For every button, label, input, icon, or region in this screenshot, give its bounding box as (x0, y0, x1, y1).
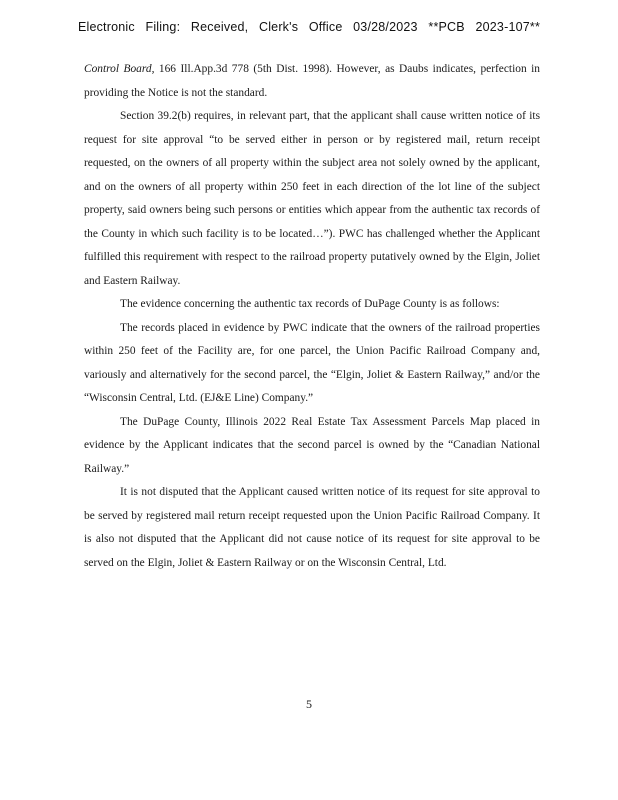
filing-stamp-header: Electronic Filing: Received, Clerk's Office 03/28/2023 **PCB 2023-107** (77, 20, 541, 34)
paragraph-pwc-records: The records placed in evidence by PWC indicate that the owners of the railroad properties within 250 feet of the Facility are, for one parcel, the Union Pacific Railroad Company and, variously and alternatively for the second parcel, the “Elgin, Joliet & Eastern Railway,” and/or the “Wisconsin Central, Ltd. (EJ&E Line) Company.” (84, 321, 540, 404)
paragraph-not-disputed: It is not disputed that the Applicant caused written notice of its request for site approval to be served by registered mail return receipt requested upon the Union Pacific Railroad Company. It is also not disputed that the Applicant did not cause notice of its request for site approval to be served on the Elgin, Joliet & Eastern Railway or on the Wisconsin Central, Ltd. (84, 486, 540, 569)
paragraph-1-continuation (84, 58, 540, 105)
case-citation-italic: Control Board, (84, 63, 155, 75)
paragraph-section-39-2b: Section 39.2(b) requires, in relevant part, that the applicant shall cause written notice of its request for site approval “to be served either in person or by registered mail, return receipt requested, on the owners of all property within the subject area not solely owned by the applicant, and on the owners of all property within 250 feet in each direction of the lot line of the subject property, said owners being such persons or entities which appear from the authentic tax records of the County in which such facility is to be located…”). PWC has challenged whether the Applicant fulfilled this requirement with respect to the railroad property putatively owned by the Elgin, Joliet and Eastern Railway. (84, 110, 540, 287)
document-body (84, 58, 540, 575)
paragraph-evidence-intro: The evidence concerning the authentic tax records of DuPage County is as follows: (120, 298, 500, 310)
paragraph-text: 166 Ill.App.3d 778 (5th Dist. 1998). However, as Daubs indicates, perfection in providing the Notice is not the standard. (84, 63, 540, 99)
paragraph-dupage-map: The DuPage County, Illinois 2022 Real Estate Tax Assessment Parcels Map placed in evidence by the Applicant indicates that the second parcel is owned by the “Canadian National Railway.” (84, 415, 540, 475)
page-number: 5 (306, 697, 312, 711)
